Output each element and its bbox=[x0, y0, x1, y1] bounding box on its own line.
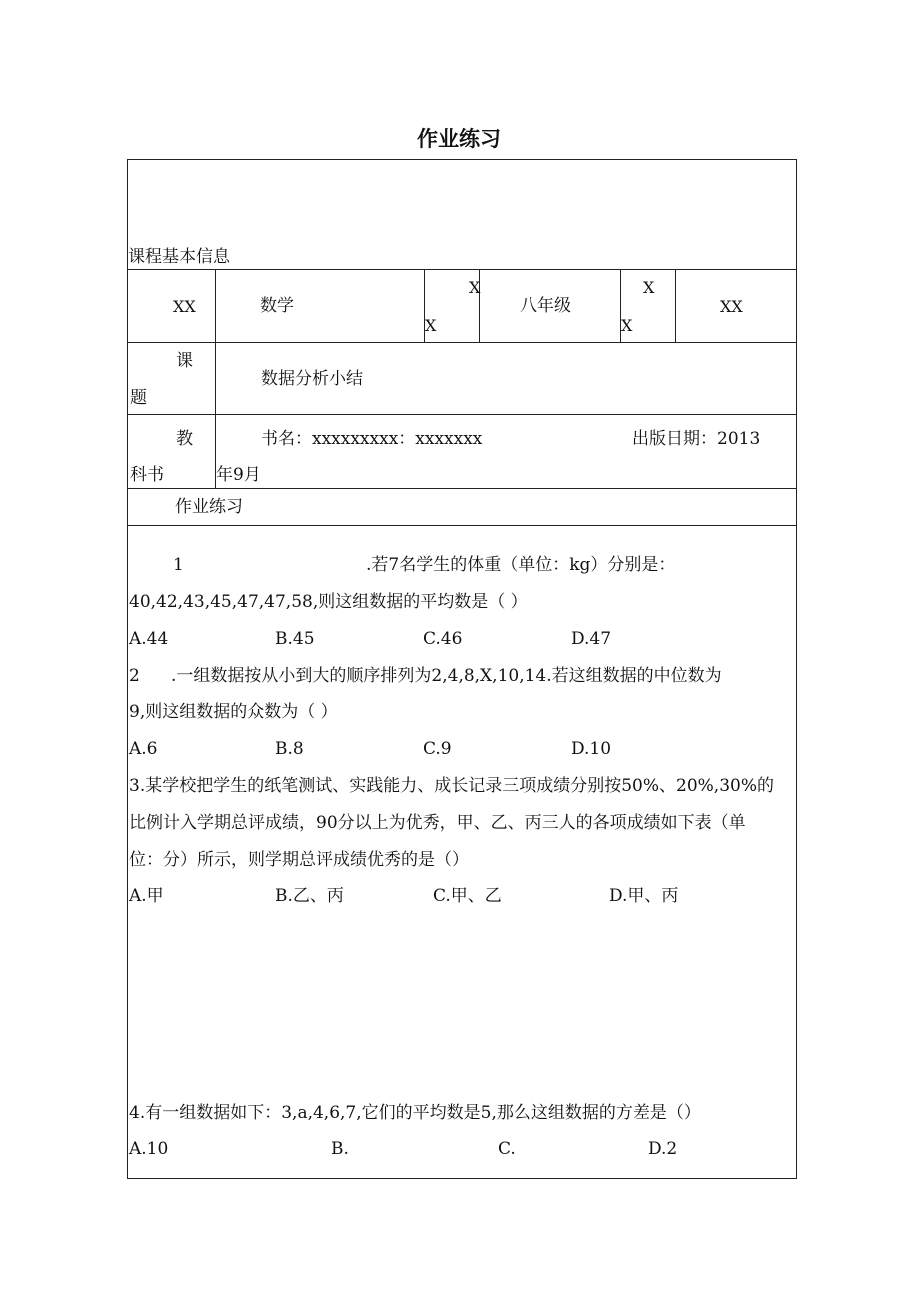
x-mark-bottom: X bbox=[425, 316, 437, 335]
option-b: B. bbox=[331, 1139, 349, 1159]
subject-cell: 数学 bbox=[260, 296, 294, 316]
question-stem: .一组数据按从小到大的顺序排列为2,4,8,X,10,14.若这组数据的中位数为 bbox=[171, 666, 722, 686]
table-border-right bbox=[796, 159, 797, 1179]
option-c: C. bbox=[498, 1139, 516, 1159]
topic-label: 题 bbox=[130, 388, 147, 408]
option-c: C.甲、乙 bbox=[433, 886, 502, 906]
section-header: 课程基本信息 bbox=[128, 247, 230, 267]
option-b: B.8 bbox=[275, 739, 304, 759]
x-mark-top: X bbox=[643, 278, 655, 297]
question-number: 1 bbox=[173, 555, 184, 575]
question-stem: 4.有一组数据如下：3,a,4,6,7,它们的平均数是5,那么这组数据的方差是（） bbox=[129, 1103, 701, 1123]
publish-date: 出版日期：2013 bbox=[632, 429, 761, 449]
option-d: D.2 bbox=[648, 1139, 678, 1159]
name-cell: XX bbox=[720, 297, 743, 316]
option-a: A.甲 bbox=[129, 886, 164, 906]
option-a: A.6 bbox=[129, 739, 158, 759]
table-border-left bbox=[127, 159, 128, 1179]
question-stem: .若7名学生的体重（单位：kg）分别是： bbox=[366, 555, 676, 575]
question-stem: 比例计入学期总评成绩，90分以上为优秀，甲、乙、丙三人的各项成绩如下表（单 bbox=[129, 813, 746, 833]
publish-date-cont: 年9月 bbox=[216, 465, 261, 485]
option-d: D.10 bbox=[571, 739, 612, 759]
x-mark-bottom: X bbox=[621, 316, 633, 335]
row-divider bbox=[127, 269, 797, 270]
grade-cell: 八年级 bbox=[520, 296, 571, 316]
row-divider bbox=[127, 342, 797, 343]
page-title: 作业练习 bbox=[417, 127, 501, 151]
option-a: A.10 bbox=[129, 1139, 169, 1159]
table-border-top bbox=[127, 159, 797, 160]
option-d: D.甲、丙 bbox=[609, 886, 679, 906]
col-divider bbox=[215, 269, 216, 343]
row-divider bbox=[127, 525, 797, 526]
homework-label: 作业练习 bbox=[175, 497, 243, 517]
table-border-bottom bbox=[127, 1178, 797, 1179]
book-title: 书名：xxxxxxxxx：xxxxxxx bbox=[261, 429, 483, 449]
teacher-cell: XX bbox=[173, 297, 196, 316]
option-a: A.44 bbox=[129, 629, 169, 649]
option-c: C.9 bbox=[423, 739, 452, 759]
option-d: D.47 bbox=[571, 629, 612, 649]
question-stem: 40,42,43,45,47,47,58,则这组数据的平均数是（ ） bbox=[129, 592, 528, 612]
textbook-label: 科书 bbox=[130, 465, 164, 485]
row-divider bbox=[127, 414, 797, 415]
row-divider bbox=[127, 488, 797, 489]
col-divider bbox=[675, 269, 676, 343]
textbook-label: 教 bbox=[176, 429, 193, 449]
option-b: B.乙、丙 bbox=[275, 886, 344, 906]
topic-label: 课 bbox=[176, 351, 193, 371]
question-stem: 3.某学校把学生的纸笔测试、实践能力、成长记录三项成绩分别按50%、20%,30%的 bbox=[129, 776, 774, 796]
x-mark-top: X bbox=[469, 278, 481, 297]
question-stem: 9,则这组数据的众数为（ ） bbox=[129, 702, 338, 722]
option-b: B.45 bbox=[275, 629, 315, 649]
question-number: 2 bbox=[129, 666, 140, 686]
topic-value: 数据分析小结 bbox=[261, 369, 363, 389]
question-stem: 位：分）所示，则学期总评成绩优秀的是（） bbox=[129, 850, 469, 870]
option-c: C.46 bbox=[423, 629, 463, 649]
